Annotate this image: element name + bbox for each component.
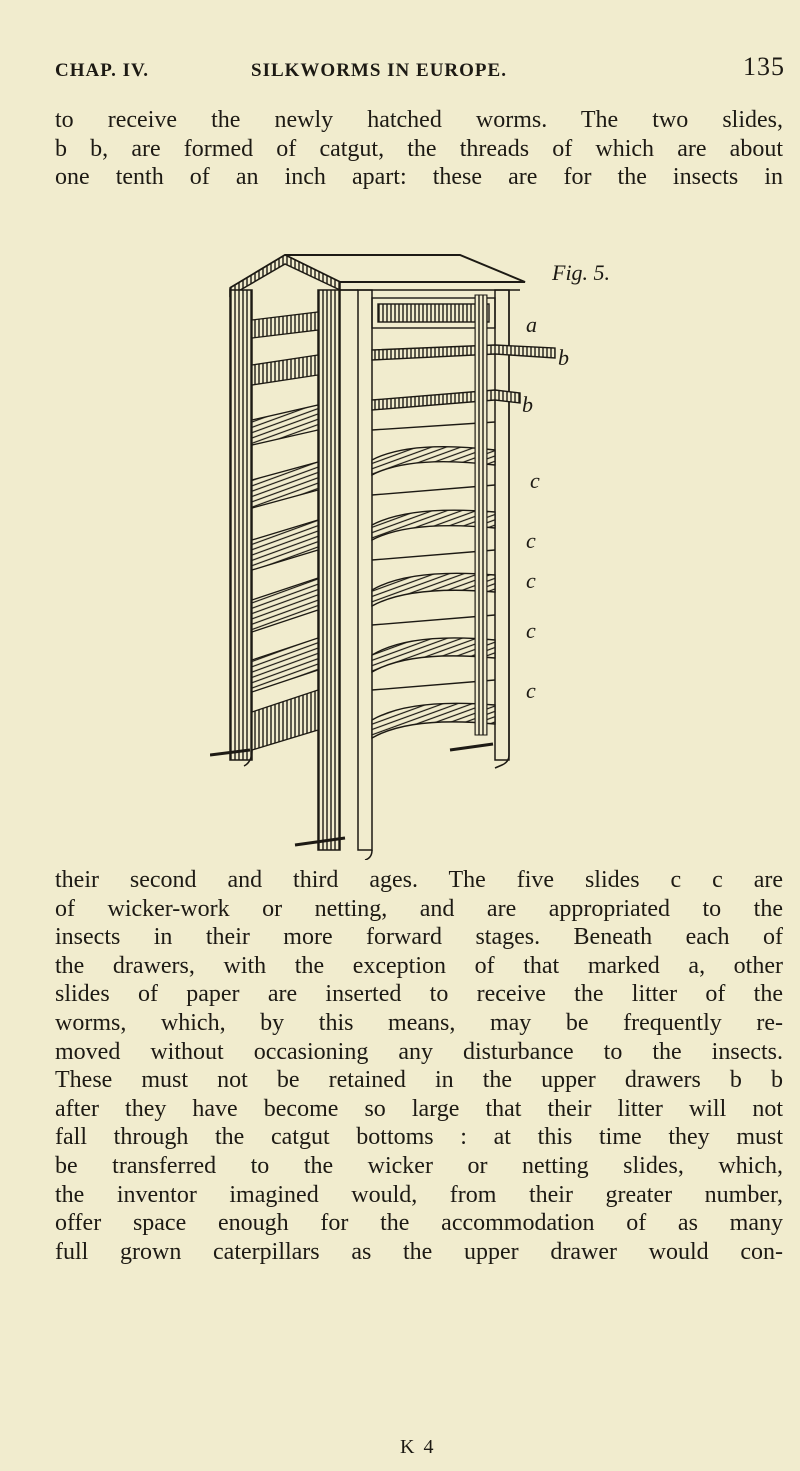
paragraph-bottom	[55, 866, 783, 1266]
figure-caption: Fig. 5.	[552, 260, 611, 285]
text-line: slides of paper are inserted to receive the litter of the	[55, 981, 783, 1008]
text-line: insects in their more forward stages. Beneath each of	[55, 924, 783, 951]
text-line: worms, which, by this means, may be frequently re-	[55, 1009, 783, 1036]
text-line: fall through the catgut bottoms : at this time they must	[55, 1124, 783, 1151]
text-line: of wicker-work or netting, and are appropriated to the	[55, 895, 783, 922]
paragraph-top	[55, 106, 783, 192]
label-c-5: c	[526, 678, 536, 703]
running-title: SILKWORMS IN EUROPE.	[251, 60, 507, 81]
text-line: one tenth of an inch apart: these are for the insects in	[55, 164, 783, 191]
text-line: full grown caterpillars as the upper drawer would con-	[55, 1238, 783, 1265]
text-line: moved without occasioning any disturbance to the insects.	[55, 1038, 783, 1065]
text-line: offer space enough for the accommodation of as many	[55, 1210, 783, 1237]
text-line: after they have become so large that their litter will not	[55, 1095, 783, 1122]
text-line: to receive the newly hatched worms. The two slides,	[55, 107, 783, 133]
label-b-upper: b	[558, 345, 569, 370]
text-line: the inventor imagined would, from their greater number,	[55, 1181, 783, 1208]
page-number: 135	[743, 52, 785, 81]
text-line: be transferred to the wicker or netting slides, which,	[55, 1152, 783, 1179]
text-line: the drawers, with the exception of that marked a, other	[55, 952, 783, 979]
rack-illustration	[210, 250, 690, 860]
text-line: their second and third ages. The five slides c c are	[55, 867, 783, 893]
text-line: b b, are formed of catgut, the threads of which are about	[55, 135, 783, 162]
label-a: a	[526, 312, 537, 337]
label-b-lower: b	[522, 392, 533, 417]
chapter-label: CHAP. IV.	[55, 60, 149, 81]
label-c-4: c	[526, 618, 536, 643]
text-line: These must not be retained in the upper drawers b b	[55, 1067, 783, 1094]
label-c-1: c	[530, 468, 540, 493]
figure-silkworm-rack	[210, 250, 690, 860]
running-header	[55, 52, 785, 92]
label-c-2: c	[526, 528, 536, 553]
signature-mark: K 4	[400, 1436, 436, 1458]
label-c-3: c	[526, 568, 536, 593]
